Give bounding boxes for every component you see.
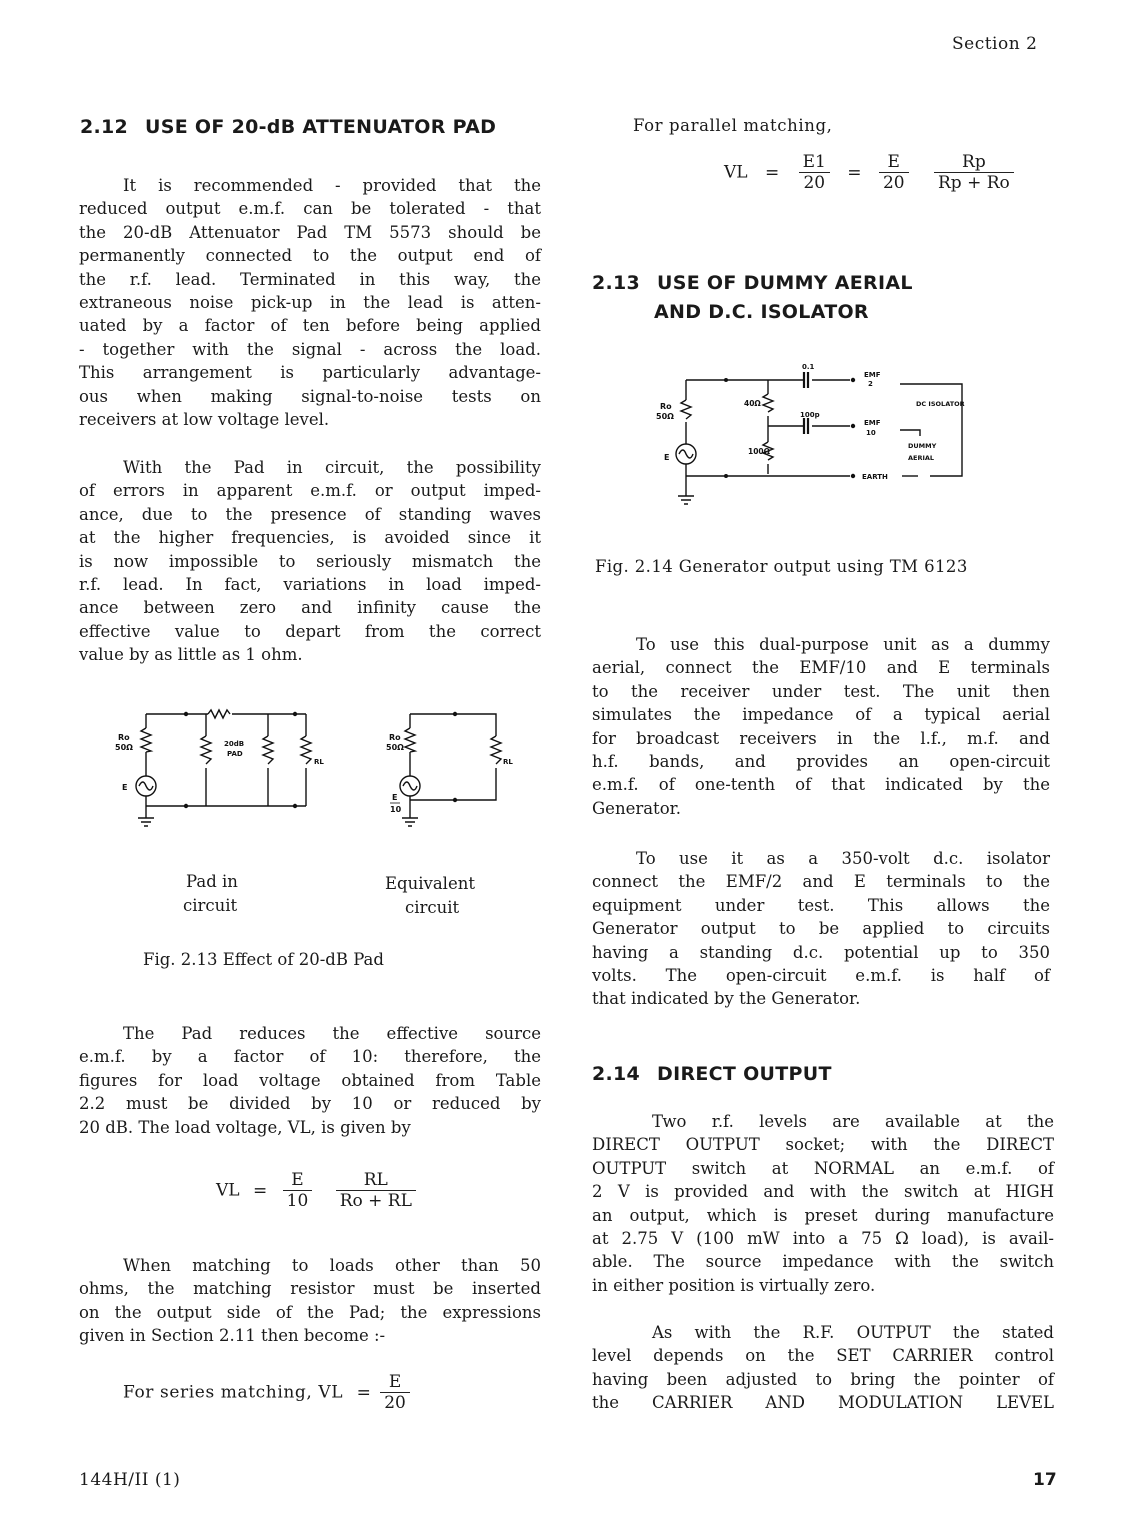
paragraph-line: value by as little as 1 ohm. bbox=[79, 645, 303, 665]
heading-title-line1: USE OF DUMMY AERIAL bbox=[657, 272, 913, 294]
paragraph-line: ance between zero and infinity cause the bbox=[79, 598, 541, 618]
eq2-num3: Rp bbox=[934, 152, 1014, 173]
paragraph-line: h.f. bands, and provides an open-circuit bbox=[592, 752, 1050, 772]
div10-label: 10 bbox=[866, 429, 876, 437]
paragraph-line: e.m.f. by a factor of 10: therefore, the bbox=[79, 1047, 541, 1067]
figure-2-13-caption: Fig. 2.13 Effect of 20-dB Pad bbox=[143, 950, 384, 969]
paragraph-line: connect the EMF/2 and E terminals to the bbox=[592, 872, 1050, 892]
paragraph-line: 2 V is provided and with the switch at HIGH bbox=[592, 1182, 1054, 1202]
e-label: E bbox=[122, 783, 128, 792]
paragraph-line: able. The source impedance with the switch bbox=[592, 1252, 1054, 1272]
paragraph-line: of errors in apparent e.m.f. or output imped- bbox=[79, 481, 541, 501]
paragraph-line: in either position is virtually zero. bbox=[592, 1275, 876, 1295]
paragraph-line: receivers at low voltage level. bbox=[79, 410, 330, 430]
eq-ohm50-label: 50Ω bbox=[386, 743, 404, 752]
eq1-den1: 10 bbox=[286, 1191, 309, 1211]
equation-parallel-matching bbox=[724, 152, 1014, 193]
paragraph-line: - together with the signal - across the load. bbox=[79, 339, 541, 359]
paragraph-line: having a standing d.c. potential up to 350 bbox=[592, 942, 1050, 962]
ro-label: Ro bbox=[118, 733, 130, 742]
earth-symbol bbox=[138, 818, 154, 826]
paragraph-line: the r.f. lead. Terminated in this way, the bbox=[79, 269, 541, 289]
paragraph-dc-isolator bbox=[592, 847, 1050, 1011]
dummy-label: DUMMY bbox=[908, 442, 937, 450]
heading-title-line2: AND D.C. ISOLATOR bbox=[654, 301, 869, 323]
series-den: 20 bbox=[384, 1393, 406, 1413]
rl-label: RL bbox=[314, 758, 324, 766]
eq-e-num: E bbox=[392, 793, 398, 802]
paragraph-line: This arrangement is particularly advantage- bbox=[79, 363, 541, 383]
paragraph-line: the CARRIER AND MODULATION LEVEL bbox=[592, 1393, 1054, 1413]
eq-e-den: 10 bbox=[390, 805, 402, 814]
eq1-fraction-2 bbox=[336, 1170, 416, 1211]
ro-resistor bbox=[681, 400, 691, 419]
paragraph-line: given in Section 2.11 then become :- bbox=[79, 1326, 386, 1346]
paragraph-line: equipment under test. This allows the bbox=[592, 895, 1050, 915]
heading-number: 2.14 bbox=[592, 1063, 641, 1085]
rl-resistor bbox=[301, 736, 311, 764]
paragraph-line: To use it as a 350-volt d.c. isolator bbox=[636, 849, 1050, 868]
paragraph-line: With the Pad in circuit, the possibility bbox=[123, 458, 541, 477]
heading-2-13 bbox=[592, 272, 913, 294]
eq1-num1: E bbox=[283, 1170, 313, 1191]
paragraph-line: 2.2 must be divided by 10 or reduced by bbox=[79, 1094, 541, 1114]
paragraph-line: simulates the impedance of a typical aerial bbox=[592, 705, 1050, 725]
paragraph-pad-recommendation bbox=[79, 174, 541, 431]
paragraph-line: OUTPUT switch at NORMAL an e.m.f. of bbox=[592, 1158, 1054, 1178]
paragraph-line: having been adjusted to bring the pointer of bbox=[592, 1369, 1054, 1389]
pad-label-bottom: PAD bbox=[227, 750, 243, 758]
paragraph-line: To use this dual-purpose unit as a dummy bbox=[636, 635, 1050, 654]
equivalent-caption-line1: Equivalent bbox=[385, 874, 475, 893]
paragraph-line: volts. The open-circuit e.m.f. is half of bbox=[592, 966, 1050, 986]
pad-caption-line2: circuit bbox=[183, 896, 238, 915]
paragraph-dummy-aerial bbox=[592, 633, 1050, 820]
paragraph-line: level depends on the SET CARRIER control bbox=[592, 1346, 1054, 1366]
eq2-fraction-3 bbox=[934, 152, 1014, 193]
series-fraction bbox=[380, 1372, 410, 1413]
ro-resistor bbox=[141, 728, 151, 752]
pad-series-resistor bbox=[208, 710, 230, 718]
emf-label-1: EMF bbox=[864, 371, 881, 379]
paragraph-line: ohms, the matching resistor must be inserted bbox=[79, 1279, 541, 1299]
eq2-fraction-1 bbox=[799, 152, 830, 193]
r40-resistor bbox=[763, 394, 773, 412]
div2-label: 2 bbox=[868, 380, 873, 388]
equation-load-voltage bbox=[216, 1170, 416, 1211]
paragraph-pad-reduces bbox=[79, 1022, 541, 1139]
paragraph-line: for broadcast receivers in the l.f., m.f. and bbox=[592, 728, 1050, 748]
eq2-den3: Rp + Ro bbox=[937, 173, 1010, 193]
dc-isolator-label: DC ISOLATOR bbox=[916, 400, 965, 408]
section-label: Section 2 bbox=[952, 34, 1038, 54]
ohm50-label: 50Ω bbox=[656, 412, 674, 421]
cap2-label: 100p bbox=[800, 411, 820, 419]
paragraph-line: DIRECT OUTPUT socket; with the DIRECT bbox=[592, 1135, 1054, 1155]
series-num: E bbox=[380, 1372, 410, 1393]
r100-label: 100Ω bbox=[748, 447, 771, 456]
paragraph-line: that indicated by the Generator. bbox=[592, 989, 861, 1009]
paragraph-line: Generator output to be applied to circuits bbox=[592, 919, 1050, 939]
aerial-label: AERIAL bbox=[908, 454, 935, 462]
paragraph-line: ance, due to the presence of standing waves bbox=[79, 504, 541, 524]
paragraph-line: It is recommended - provided that the bbox=[123, 176, 541, 195]
paragraph-line: at 2.75 V (100 mW into a 75 Ω load), is avail- bbox=[592, 1229, 1054, 1249]
eq2-equals: = bbox=[764, 162, 780, 183]
paragraph-line: to the receiver under test. The unit then bbox=[592, 681, 1050, 701]
series-equals: = bbox=[356, 1382, 371, 1403]
heading-number: 2.12 bbox=[80, 116, 129, 138]
parallel-intro: For parallel matching, bbox=[633, 116, 833, 135]
paragraph-line: The Pad reduces the effective source bbox=[123, 1024, 541, 1043]
eq-rl-label: RL bbox=[503, 758, 513, 766]
eq2-lhs: VL bbox=[724, 162, 748, 183]
paragraph-line: Two r.f. levels are available at the bbox=[652, 1112, 1054, 1131]
paragraph-line: is now impossible to seriously mismatch the bbox=[79, 551, 541, 571]
paragraph-line: Generator. bbox=[592, 798, 681, 818]
paragraph-direct-output-levels bbox=[592, 1110, 1054, 1297]
paragraph-line: permanently connected to the output end of bbox=[79, 246, 541, 266]
paragraph-line: As with the R.F. OUTPUT the stated bbox=[652, 1323, 1054, 1342]
paragraph-line: an output, which is preset during manufacture bbox=[592, 1205, 1054, 1225]
paragraph-line: aerial, connect the EMF/10 and E terminals bbox=[592, 658, 1050, 678]
eq-ro-label: Ro bbox=[389, 733, 401, 742]
paragraph-line: on the output side of the Pad; the expressions bbox=[79, 1302, 541, 1322]
eq2-num1: E1 bbox=[799, 152, 830, 173]
e-label: E bbox=[664, 453, 670, 462]
figure-2-13-circuits bbox=[110, 700, 540, 830]
paragraph-line: extraneous noise pick-up in the lead is atten- bbox=[79, 293, 541, 313]
paragraph-line: figures for load voltage obtained from Table bbox=[79, 1070, 541, 1090]
pad-caption-line1: Pad in bbox=[186, 872, 238, 891]
heading-2-12 bbox=[80, 116, 496, 138]
paragraph-line: e.m.f. of one-tenth of that indicated by the bbox=[592, 775, 1050, 795]
ro-label: Ro bbox=[660, 402, 672, 411]
paragraph-direct-output-level bbox=[592, 1321, 1054, 1415]
eq1-den2: Ro + RL bbox=[339, 1191, 412, 1211]
paragraph-line: r.f. lead. In fact, variations in load imped- bbox=[79, 575, 541, 595]
paragraph-matching-loads bbox=[79, 1254, 541, 1348]
paragraph-line: 20 dB. The load voltage, VL, is given by bbox=[79, 1117, 411, 1137]
eq1-num2: RL bbox=[336, 1170, 416, 1191]
eq2-den1: 20 bbox=[803, 173, 826, 193]
eq2-den2: 20 bbox=[882, 173, 905, 193]
eq1-equals: = bbox=[252, 1180, 268, 1201]
paragraph-line: at the higher frequencies, is avoided since it bbox=[79, 528, 541, 548]
cap1-label: 0.1 bbox=[802, 363, 815, 371]
heading-number: 2.13 bbox=[592, 272, 641, 294]
eq1-fraction-1 bbox=[283, 1170, 313, 1211]
paragraph-line: ous when making signal-to-noise tests on bbox=[79, 386, 541, 406]
eq2-num2: E bbox=[879, 152, 909, 173]
paragraph-line: When matching to loads other than 50 bbox=[123, 1256, 541, 1275]
series-text: For series matching, VL bbox=[123, 1382, 344, 1403]
heading-title: DIRECT OUTPUT bbox=[657, 1063, 832, 1085]
equivalent-caption-line2: circuit bbox=[405, 898, 460, 917]
paragraph-line: effective value to depart from the correct bbox=[79, 621, 541, 641]
figure-2-14-circuit bbox=[650, 360, 990, 520]
emf-label-2: EMF bbox=[864, 419, 881, 427]
r40-label: 40Ω bbox=[744, 399, 761, 408]
paragraph-line: reduced output e.m.f. can be tolerated - that bbox=[79, 199, 541, 219]
page-number: 17 bbox=[1033, 1470, 1057, 1490]
heading-title: USE OF 20-dB ATTENUATOR PAD bbox=[145, 116, 497, 138]
equation-series-matching bbox=[123, 1372, 410, 1413]
eq1-lhs: VL bbox=[216, 1180, 240, 1201]
eq2-equals-2: = bbox=[847, 162, 862, 183]
earth-label: EARTH bbox=[862, 473, 888, 481]
figure-2-14-caption: Fig. 2.14 Generator output using TM 6123 bbox=[595, 557, 968, 576]
paragraph-line: the 20-dB Attenuator Pad TM 5573 should be bbox=[79, 222, 541, 242]
eq2-fraction-2 bbox=[879, 152, 909, 193]
pad-label-top: 20dB bbox=[224, 740, 245, 748]
heading-2-14 bbox=[592, 1063, 832, 1085]
ohm50-label: 50Ω bbox=[115, 743, 133, 752]
paragraph-line: uated by a factor of ten before being applied bbox=[79, 316, 541, 336]
document-reference: 144H/II (1) bbox=[79, 1470, 181, 1490]
paragraph-pad-in-circuit bbox=[79, 456, 541, 667]
